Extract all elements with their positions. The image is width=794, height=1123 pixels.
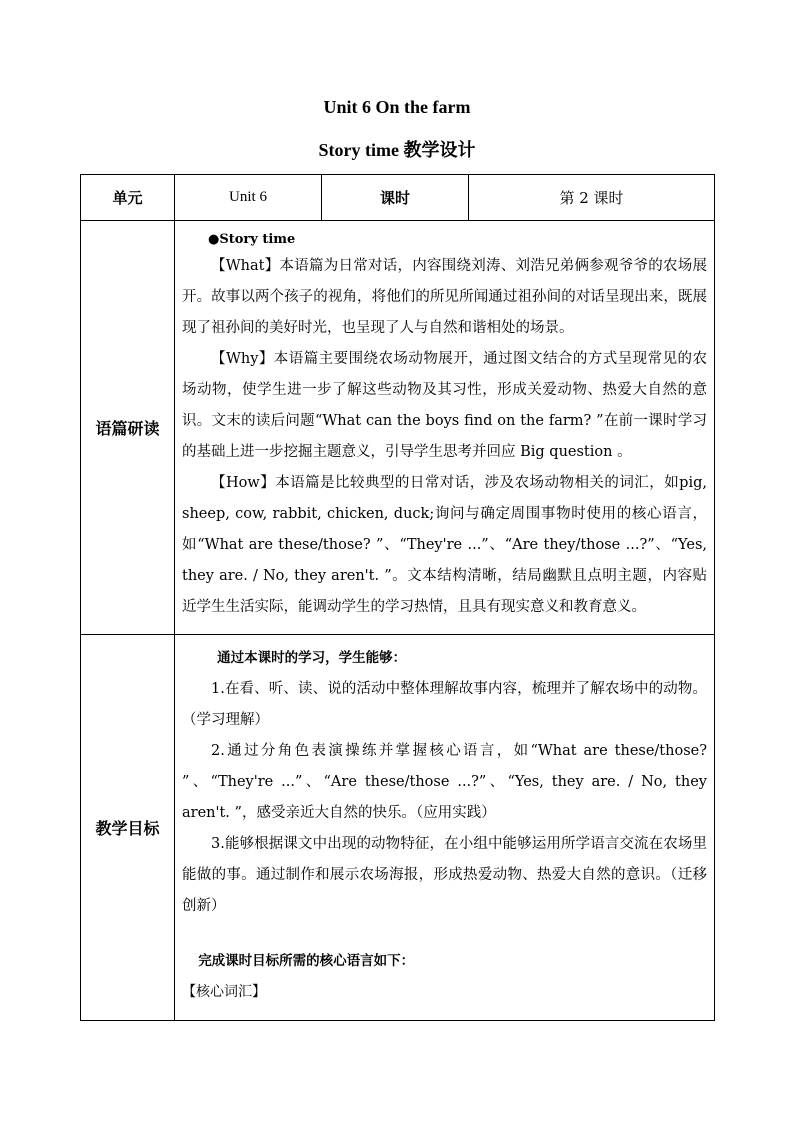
objective-item-3: 3.能够根据课文中出现的动物特征，在小组中能够运用所学语言交流在农场里能做的事。通过制作和展示农场海报，形成热爱动物、热爱大自然的意识。（迁移创新） [182,836,707,914]
objectives-content [175,635,715,1021]
objectives-intro: 通过本课时的学习，学生能够： [217,650,407,666]
lesson-label: 课时 [322,175,469,221]
objective-item-2: 2.通过分角色表演操练并掌握核心语言，如“What are these/those? ”、“They're ...”、“Are these/those ...?”、“Yes, they are. / No, they aren't. ”，感受亲近大自然的快乐。（应用实践） [182,743,707,821]
story-time-heading: ●Story time [208,232,296,247]
objective-item-1: 1.在看、听、读、说的活动中整体理解故事内容，梳理并了解农场中的动物。（学习理解） [182,681,707,728]
lesson-plan-table [80,174,715,1021]
unit-label: 单元 [81,175,175,221]
header-row [81,175,715,221]
what-tag: 【What】 [211,258,280,274]
objectives-row [81,635,715,1021]
analysis-label: 语篇研读 [81,221,175,635]
core-language-intro: 完成课时目标所需的核心语言如下： [198,953,415,969]
why-tag: 【Why】 [211,351,274,367]
spacer [182,922,707,946]
what-text: 本语篇为日常对话，内容围绕刘涛、刘浩兄弟俩参观爷爷的农场展开。故事以两个孩子的视角，将他们的所见所闻通过祖孙间的对话呈现出来，既展现了祖孙间的美好时光，也呈现了人与自然和谐相处的场景。 [182,258,707,336]
lesson-value: 第 2 课时 [469,175,715,221]
why-text: 本语篇主要围绕农场动物展开，通过图文结合的方式呈现常见的农场动物，使学生进一步了解这些动物及其习性，形成关爱动物、热爱大自然的意识。文末的读后问题“What can the boys find on the farm? ”在前一课时学习的基础上进一步挖掘主题意义，引导学生思考并回应 Big question 。 [182,351,707,460]
how-tag: 【How】 [211,475,276,491]
analysis-content [175,221,715,635]
document-subtitle: Story time 教学设计 [318,140,476,160]
how-paragraph [182,468,707,623]
core-vocab-heading: 【核心词汇】 [182,984,266,1000]
how-text: 本语篇是比较典型的日常对话，涉及农场动物相关的词汇，如pig, sheep, cow, rabbit, chicken, duck;询问与确定周围事物时使用的核心语言，如“What are these/those? ”、“They're ...”、“Are they/those ...?”、“Yes, they are. / No, they aren't. ”。文本结构清晰，结局幽默且点明主题，内容贴近学生生活实际，能调动学生的学习热情，且具有现实意义和教育意义。 [182,475,707,615]
objectives-label: 教学目标 [81,635,175,1021]
what-paragraph [182,251,707,344]
why-paragraph [182,344,707,468]
unit-value: Unit 6 [175,175,322,221]
document-title: Unit 6 On the farm [323,97,471,117]
analysis-row [81,221,715,635]
